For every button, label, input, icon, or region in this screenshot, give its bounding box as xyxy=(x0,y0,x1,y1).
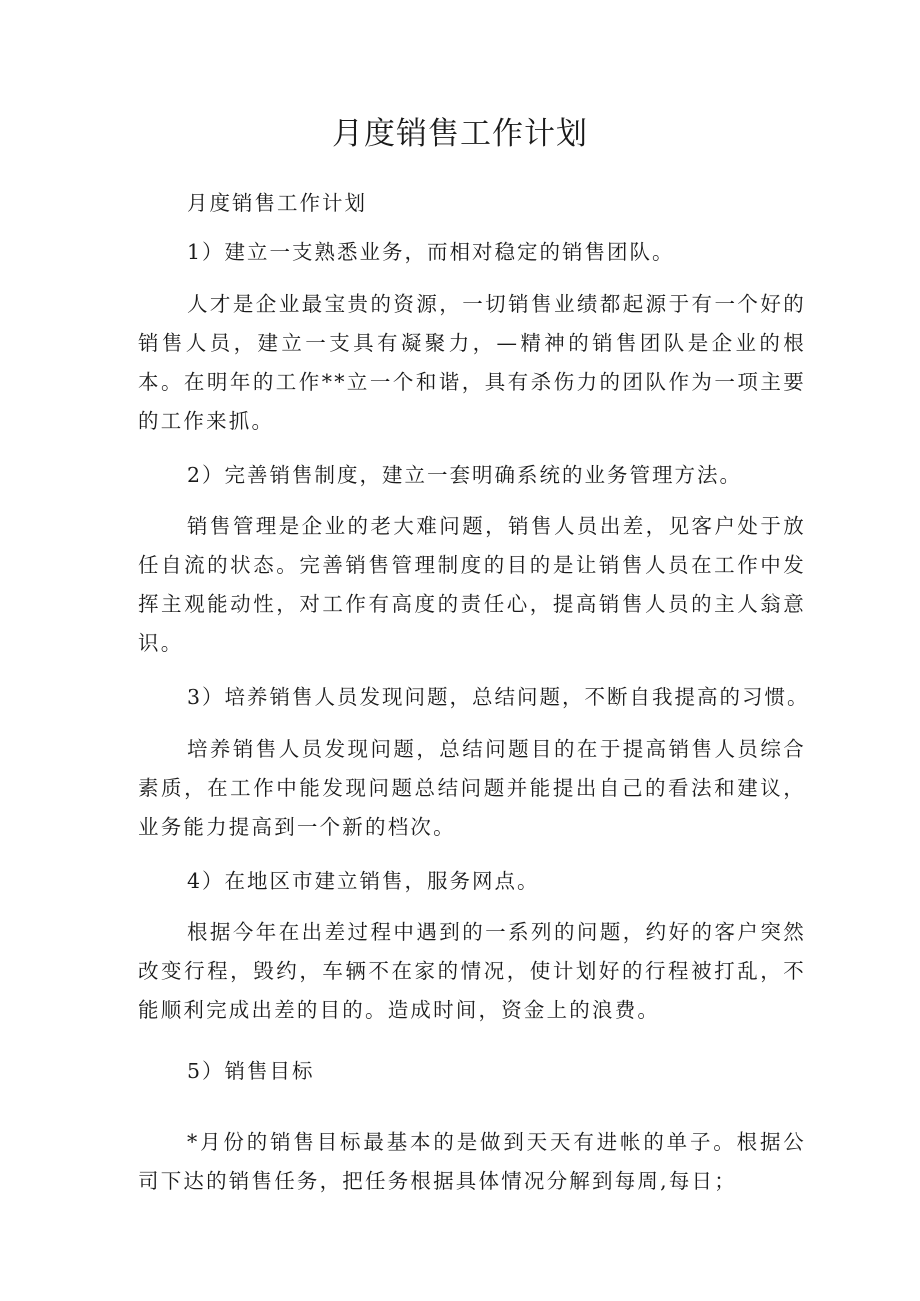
section-body-5: *月份的销售目标最基本的是做到天天有进帐的单子。根据公司下达的销售任务，把任务根据具体情况分解到每周,每日； xyxy=(138,1130,806,1193)
document-subtitle: 月度销售工作计划 xyxy=(187,191,367,215)
section-heading-2: 2）完善销售制度，建立一套明确系统的业务管理方法。 xyxy=(187,463,743,487)
section-body-4: 根据今年在出差过程中遇到的一系列的问题，约好的客户突然改变行程，毁约，车辆不在家的情况，使计划好的行程被打乱，不能顺利完成出差的目的。造成时间，资金上的浪费。 xyxy=(138,920,806,1022)
section-heading-5: 5）销售目标 xyxy=(187,1059,315,1083)
section-heading-4: 4）在地区市建立销售，服务网点。 xyxy=(187,869,540,893)
section-heading-3: 3）培养销售人员发现问题，总结问题，不断自我提高的习惯。 xyxy=(187,685,810,709)
section-body-1: 人才是企业最宝贵的资源，一切销售业绩都起源于有一个好的销售人员，建立一支具有凝聚力，—精神的销售团队是企业的根本。在明年的工作**立一个和谐，具有杀伤力的团队作为一项主要的工作来抓。 xyxy=(138,292,806,433)
section-heading-1: 1）建立一支熟悉业务，而相对稳定的销售团队。 xyxy=(187,240,675,264)
section-body-2: 销售管理是企业的老大难问题，销售人员出差，见客户处于放任自流的状态。完善销售管理制度的目的是让销售人员在工作中发挥主观能动性，对工作有高度的责任心，提高销售人员的主人翁意识。 xyxy=(138,514,806,655)
document-title: 月度销售工作计划 xyxy=(332,116,588,152)
section-body-3: 培养销售人员发现问题，总结问题目的在于提高销售人员综合素质，在工作中能发现问题总结问题并能提出自己的看法和建议，业务能力提高到一个新的档次。 xyxy=(138,737,806,839)
